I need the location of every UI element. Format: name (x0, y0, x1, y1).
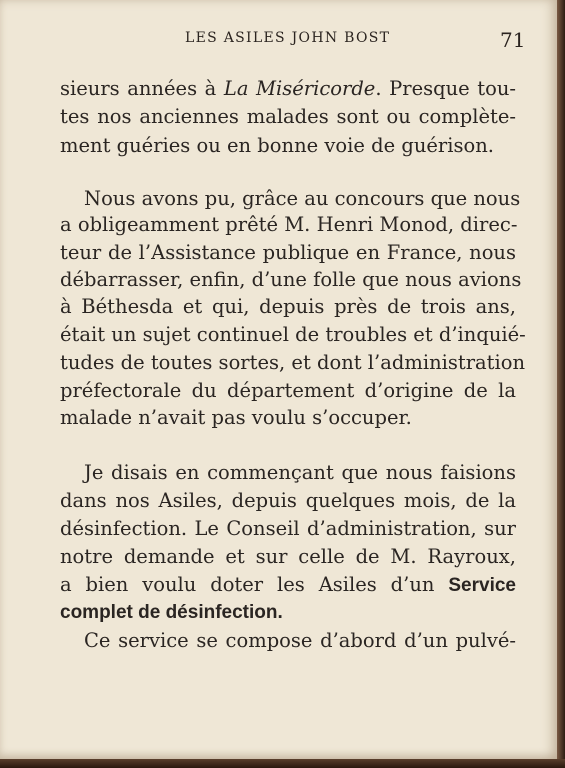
running-head: LES ASILES JOHN BOST (185, 30, 391, 46)
text-line (60, 405, 516, 431)
text-segment: Nous avons pu, grâce au concours que nous (84, 187, 521, 210)
text-segment: a bien voulu doter les Asiles d’un (60, 573, 449, 596)
text-line (60, 322, 526, 348)
text-line (60, 350, 526, 376)
text-segment: désinfection. Le Conseil d’administration, sur (60, 517, 516, 540)
text-line (60, 516, 516, 542)
text-segment: . Presque tou- (375, 77, 516, 100)
page-edge-shadow (557, 0, 565, 768)
text-line (60, 133, 516, 159)
text-line (84, 628, 516, 654)
text-line (60, 212, 516, 238)
text-segment: débarrasser, enfin, d’une folle que nous avions (60, 268, 522, 291)
page-header (0, 28, 557, 52)
text-line (60, 104, 516, 130)
text-line (60, 378, 516, 404)
bold-emphasis: Service (448, 575, 516, 596)
text-line (60, 599, 516, 626)
page-number: 71 (500, 28, 526, 52)
text-segment: ment guéries ou en bonne voie de guérison. (60, 134, 494, 157)
text-segment: teur de l’Assistance publique en France, nous (60, 241, 516, 264)
text-segment: Je disais en commençant que nous faisions (84, 461, 516, 484)
italic-title: La Miséricorde (223, 77, 376, 100)
text-segment: préfectorale du département d’origine de la (60, 379, 516, 402)
text-segment: à Béthesda et qui, depuis près de trois ans, (60, 295, 516, 318)
text-segment: Ce service se compose d’abord d’un pulvé- (84, 629, 516, 652)
text-segment: tes nos anciennes malades sont ou complète- (60, 105, 516, 128)
text-line (60, 488, 516, 514)
text-segment: a obligeamment prêté M. Henri Monod, direc- (60, 213, 518, 236)
bold-emphasis: complet de désinfection. (60, 602, 283, 623)
text-line (84, 186, 521, 212)
page-bottom-edge (0, 759, 565, 768)
text-line (60, 544, 516, 570)
text-segment: sieurs années à (60, 77, 224, 100)
text-line (60, 240, 516, 266)
text-line (60, 267, 522, 293)
text-line (60, 572, 516, 599)
text-segment: malade n’avait pas voulu s’occuper. (60, 406, 412, 429)
text-segment: tudes de toutes sortes, et dont l’administration (60, 351, 526, 374)
text-line (84, 460, 516, 486)
text-segment: dans nos Asiles, depuis quelques mois, de la (60, 489, 516, 512)
text-segment: notre demande et sur celle de M. Rayroux, (60, 545, 516, 568)
text-segment: était un sujet continuel de troubles et d’inquié- (60, 323, 526, 346)
text-line (60, 76, 516, 102)
text-line (60, 294, 516, 320)
